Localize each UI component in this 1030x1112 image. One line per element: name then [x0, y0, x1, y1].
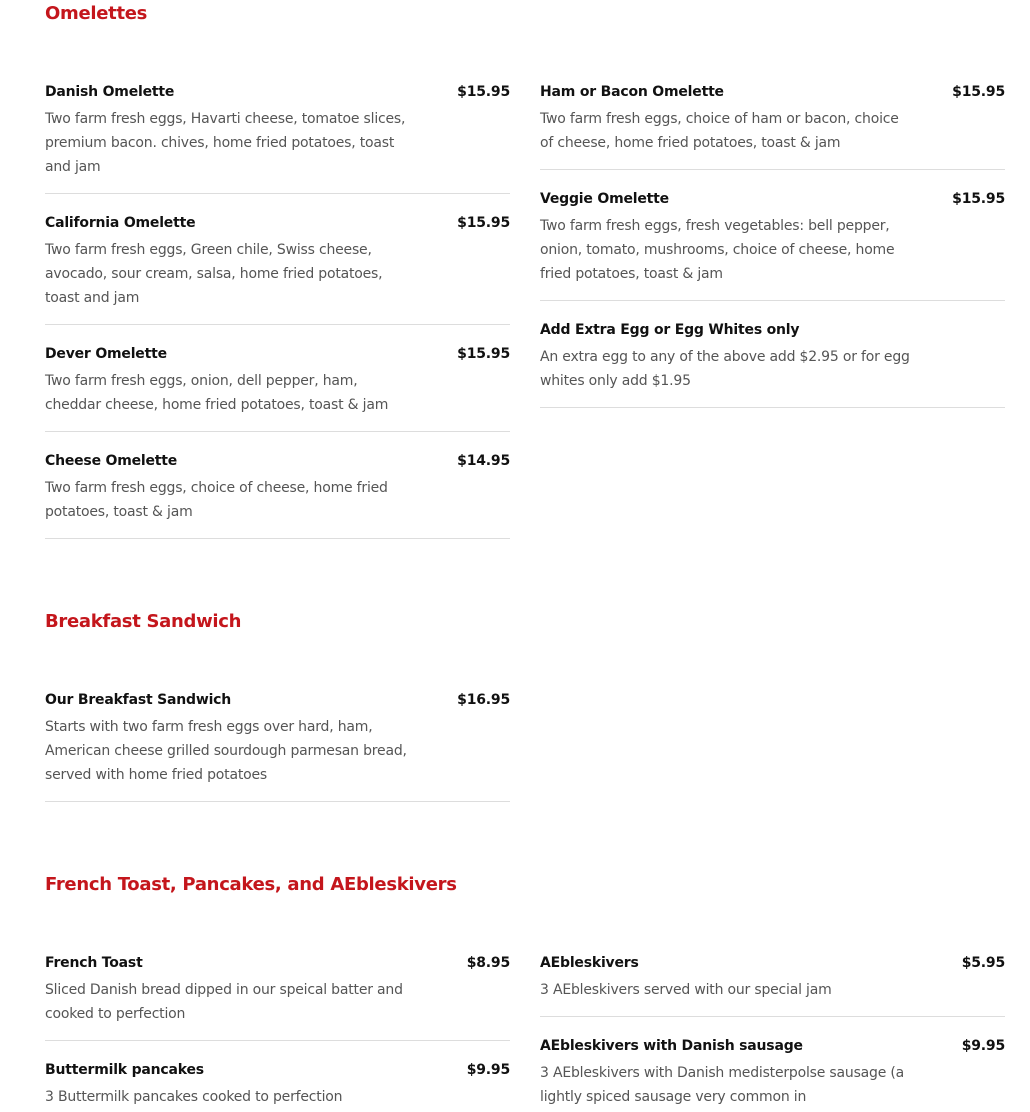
- menu-item-name: Veggie Omelette: [540, 191, 669, 207]
- menu-item: [540, 83, 1005, 170]
- menu-item-description: Two farm fresh eggs, choice of ham or bacon, choice of cheese, home fried potatoes, toast & jam: [540, 111, 899, 151]
- menu-item-description: 3 AEbleskivers served with our special jam: [540, 982, 832, 998]
- menu-item-name: Dever Omelette: [45, 346, 167, 362]
- menu-item-price: $14.95: [457, 453, 510, 469]
- menu-item-description: Starts with two farm fresh eggs over hard, ham, American cheese grilled sourdough parmesan bread, served with home fried potatoes: [45, 719, 407, 783]
- menu-item-price: $9.95: [466, 1062, 510, 1078]
- menu-item-name: French Toast: [45, 955, 143, 971]
- menu-item: [45, 691, 510, 802]
- menu-item-price: $9.95: [961, 1038, 1005, 1054]
- menu-item: [45, 345, 510, 432]
- menu-item-description: 3 AEbleskivers with Danish medisterpolse sausage (a lightly spiced sausage very common in: [540, 1065, 905, 1105]
- menu-item: [540, 1037, 1005, 1112]
- section-title-omelettes: Omelettes: [45, 3, 148, 24]
- menu-item-price: $16.95: [457, 692, 510, 708]
- menu-item-name: Buttermilk pancakes: [45, 1062, 204, 1078]
- menu-item-price: $15.95: [457, 346, 510, 362]
- menu-item: [45, 954, 510, 1041]
- menu-item-price: $15.95: [457, 84, 510, 100]
- menu-item-description: Two farm fresh eggs, onion, dell pepper, ham, cheddar cheese, home fried potatoes, toast & jam: [45, 373, 389, 413]
- menu-item-name: Ham or Bacon Omelette: [540, 84, 724, 100]
- section-title-breakfast-sandwich: Breakfast Sandwich: [45, 611, 242, 632]
- menu-item-description: 3 Buttermilk pancakes cooked to perfection: [45, 1089, 343, 1105]
- menu-item-name: Cheese Omelette: [45, 453, 178, 469]
- menu-item-price: $15.95: [457, 215, 510, 231]
- menu-item-name: AEbleskivers: [540, 955, 639, 971]
- menu-item-name: Danish Omelette: [45, 84, 175, 100]
- menu-item-price: $15.95: [952, 84, 1005, 100]
- menu-item-description: Two farm fresh eggs, Green chile, Swiss cheese, avocado, sour cream, salsa, home fried potatoes, toast and jam: [45, 242, 383, 306]
- menu-item-name: AEbleskivers with Danish sausage: [540, 1038, 803, 1054]
- menu-item: [45, 214, 510, 325]
- menu-item-description: Sliced Danish bread dipped in our speical batter and cooked to perfection: [45, 982, 403, 1022]
- menu-item-name: Add Extra Egg or Egg Whites only: [540, 322, 800, 338]
- menu-item-description: Two farm fresh eggs, choice of cheese, home fried potatoes, toast & jam: [45, 480, 388, 520]
- section-title-french-toast: French Toast, Pancakes, and AEbleskivers: [45, 874, 457, 895]
- menu-item-price: $8.95: [466, 955, 510, 971]
- menu-item-description: An extra egg to any of the above add $2.95 or for egg whites only add $1.95: [540, 349, 910, 389]
- menu-item: [45, 452, 510, 539]
- menu-item-description: Two farm fresh eggs, fresh vegetables: bell pepper, onion, tomato, mushrooms, choice of cheese, home fried potatoes, toast & jam: [540, 218, 895, 282]
- menu-item-name: Our Breakfast Sandwich: [45, 692, 232, 708]
- menu-item-price: $15.95: [952, 191, 1005, 207]
- menu-item-price: $5.95: [961, 955, 1005, 971]
- menu-item: [540, 954, 1005, 1017]
- menu-item: [45, 83, 510, 194]
- menu-item: [540, 190, 1005, 301]
- menu-item: [45, 1061, 510, 1112]
- menu-item: [540, 321, 1005, 408]
- menu-item-description: Two farm fresh eggs, Havarti cheese, tomatoe slices, premium bacon. chives, home fried potatoes, toast and jam: [45, 111, 406, 175]
- menu-item-name: California Omelette: [45, 215, 196, 231]
